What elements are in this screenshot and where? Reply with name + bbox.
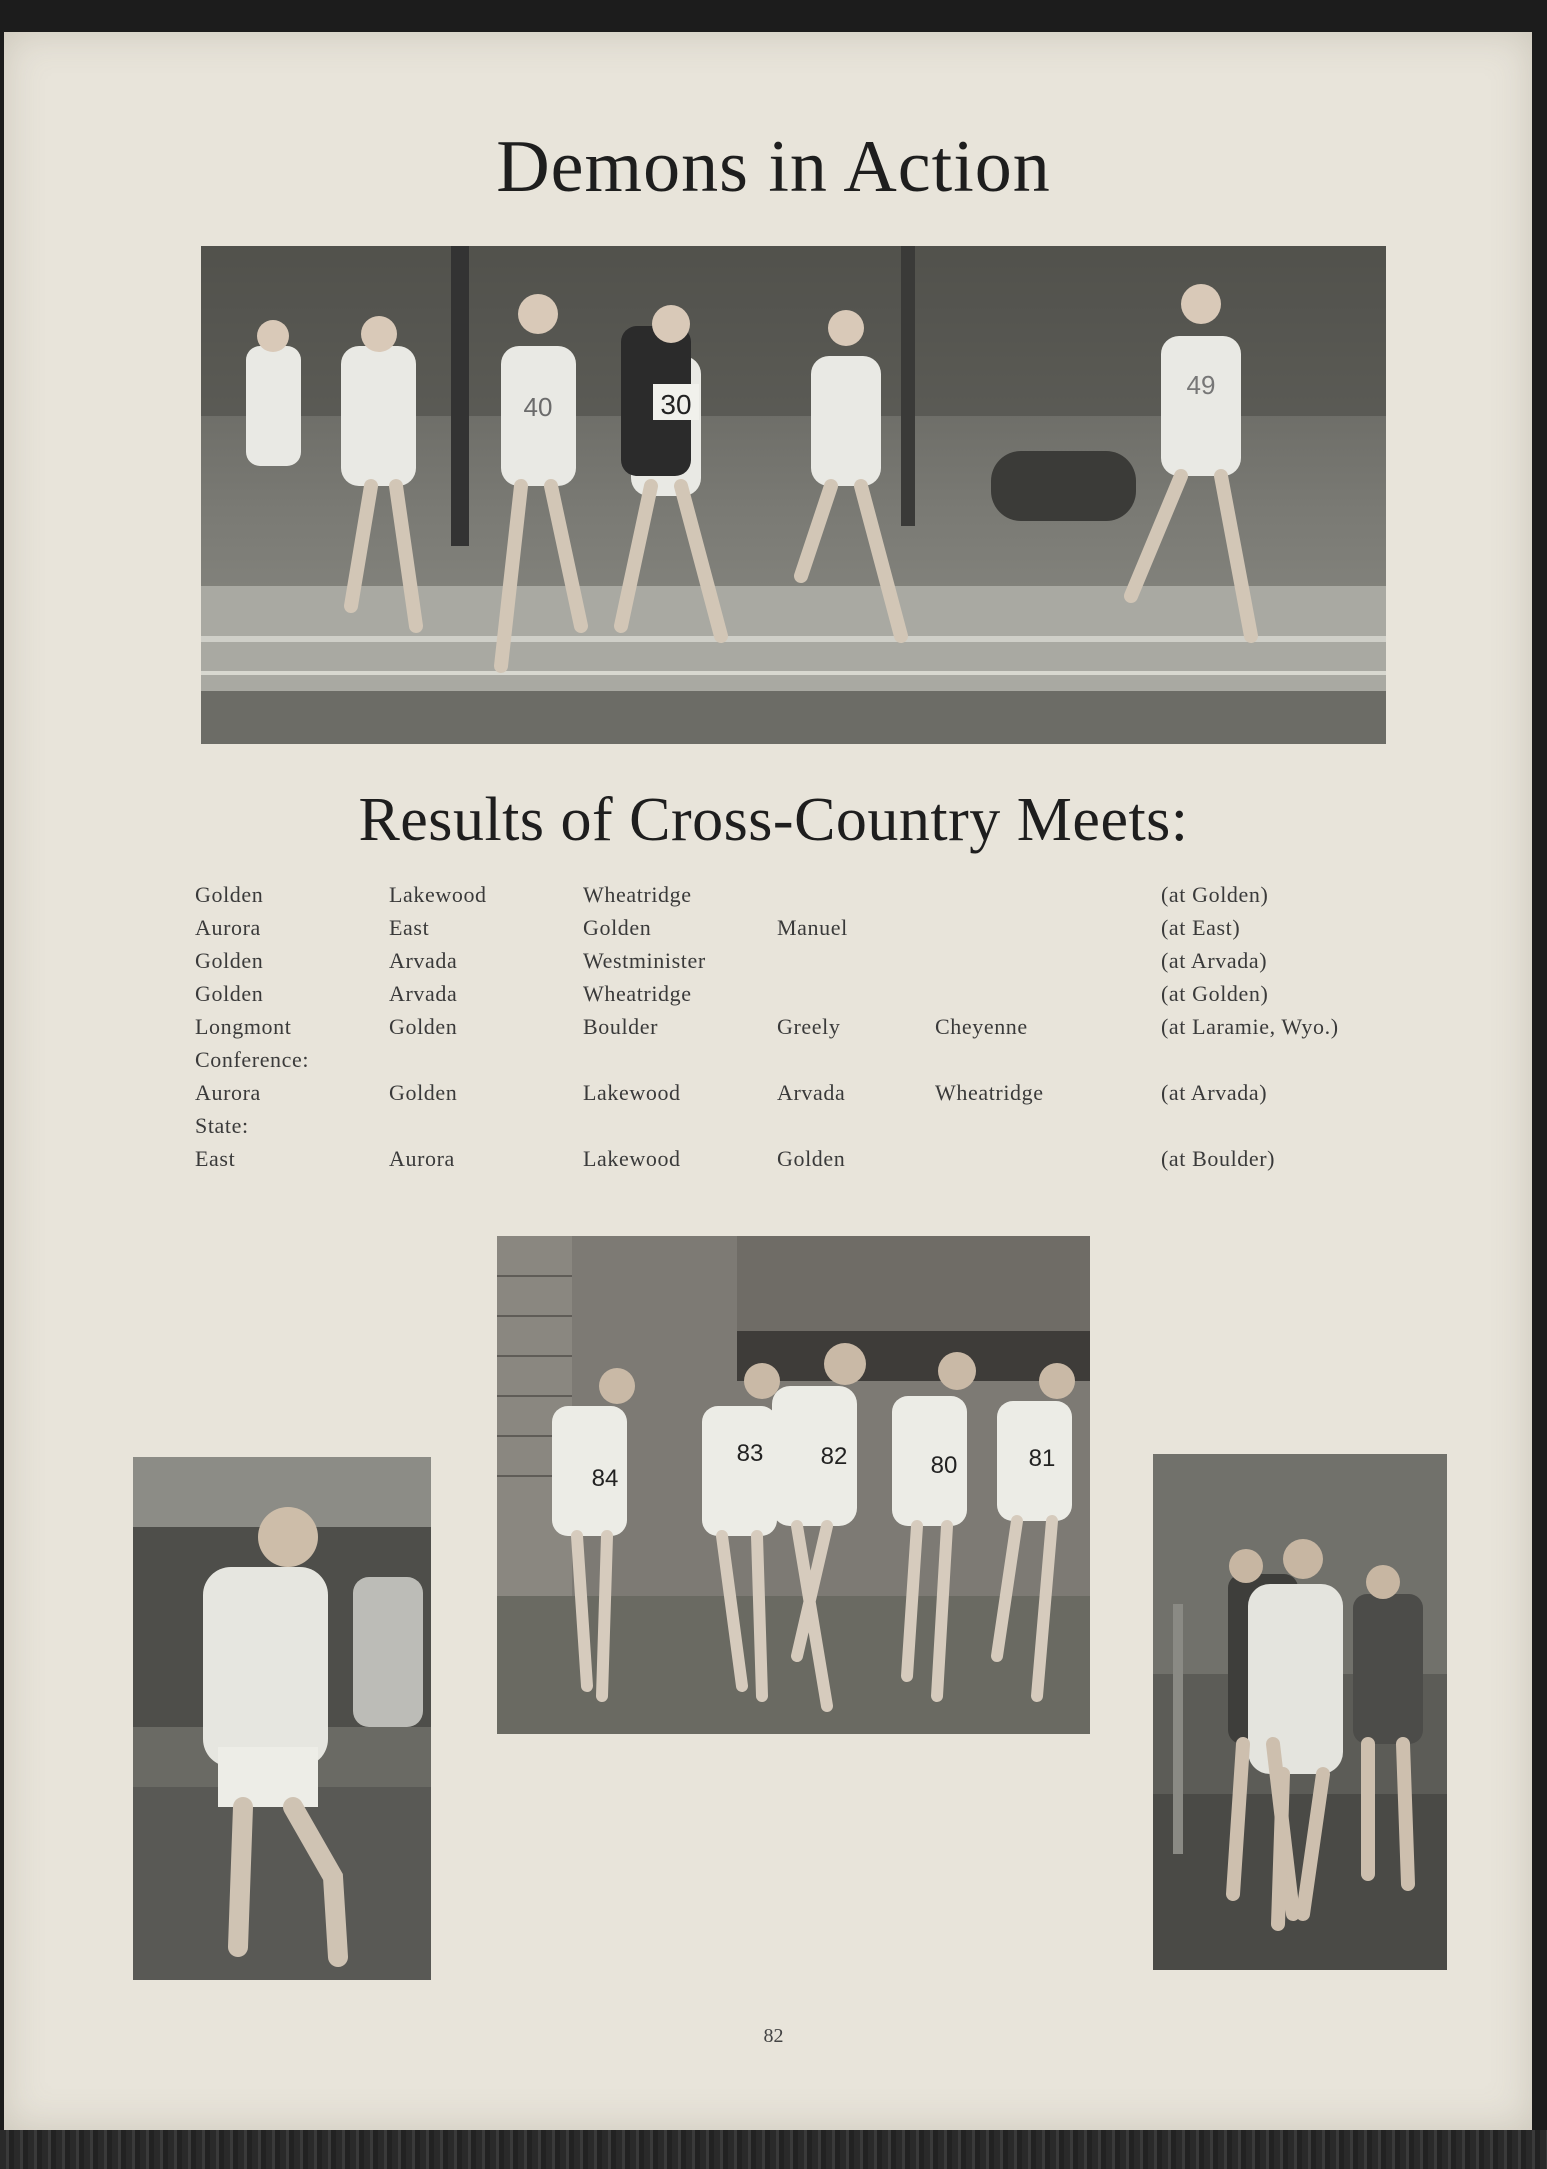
bib-top-3: 49 — [1186, 370, 1216, 400]
results-cell: East — [389, 915, 430, 940]
bib-center-5: 81 — [1028, 1445, 1056, 1472]
results-row — [195, 915, 1425, 948]
results-cell: Manuel — [777, 915, 848, 940]
results-row — [195, 1146, 1425, 1179]
photo-race-start — [201, 246, 1386, 744]
results-cell: Aurora — [195, 915, 261, 940]
results-cell: Golden — [389, 1080, 458, 1105]
results-cell: Lakewood — [583, 1146, 681, 1171]
results-row — [195, 1113, 1425, 1146]
results-cell: State: — [195, 1113, 249, 1138]
results-cell: Golden — [195, 882, 264, 907]
results-cell: Boulder — [583, 1014, 659, 1039]
results-cell: Golden — [583, 915, 652, 940]
photo-runner-left — [133, 1457, 431, 1980]
bib-center-3: 82 — [820, 1443, 848, 1470]
results-cell: Golden — [389, 1014, 458, 1039]
results-cell: (at Arvada) — [1161, 948, 1268, 973]
results-cell: Aurora — [195, 1080, 261, 1105]
results-cell: Conference: — [195, 1047, 310, 1072]
results-row — [195, 1014, 1425, 1047]
results-cell: Longmont — [195, 1014, 292, 1039]
results-cell: Arvada — [389, 948, 458, 973]
results-cell: Wheatridge — [583, 981, 692, 1006]
results-cell: (at Boulder) — [1161, 1146, 1276, 1171]
results-row — [195, 882, 1425, 915]
results-cell: Arvada — [389, 981, 458, 1006]
results-cell: Arvada — [777, 1080, 846, 1105]
page-title: Demons in Action — [496, 126, 1051, 208]
bib-center-1: 84 — [591, 1465, 619, 1492]
bib-center-2: 83 — [736, 1440, 764, 1467]
scan-edge — [0, 2130, 1547, 2169]
results-row — [195, 948, 1425, 981]
results-cell: East — [195, 1146, 236, 1171]
results-heading: Results of Cross-Country Meets: — [358, 786, 1189, 854]
results-cell: Lakewood — [583, 1080, 681, 1105]
results-cell: (at Golden) — [1161, 981, 1269, 1006]
results-cell: (at East) — [1161, 915, 1241, 940]
results-row — [195, 1080, 1425, 1113]
results-row — [195, 1047, 1425, 1080]
photo-runners-right — [1153, 1454, 1447, 1970]
results-cell: Greely — [777, 1014, 841, 1039]
page-number: 82 — [763, 2025, 784, 2047]
results-cell: Golden — [777, 1146, 846, 1171]
results-cell: Golden — [195, 981, 264, 1006]
results-cell: (at Laramie, Wyo.) — [1161, 1014, 1339, 1039]
results-cell: (at Golden) — [1161, 882, 1269, 907]
results-cell: Cheyenne — [935, 1014, 1028, 1039]
bib-center-4: 80 — [930, 1452, 958, 1479]
results-table — [195, 882, 1425, 1179]
photo-runners-building — [497, 1236, 1090, 1734]
results-row — [195, 981, 1425, 1014]
bib-top-1: 40 — [523, 392, 553, 422]
results-cell: Wheatridge — [935, 1080, 1044, 1105]
results-cell: Wheatridge — [583, 882, 692, 907]
bib-top-2: 30 — [660, 389, 692, 420]
results-cell: Golden — [195, 948, 264, 973]
results-cell: (at Arvada) — [1161, 1080, 1268, 1105]
results-cell: Westminister — [583, 948, 706, 973]
results-cell: Aurora — [389, 1146, 455, 1171]
results-cell: Lakewood — [389, 882, 487, 907]
